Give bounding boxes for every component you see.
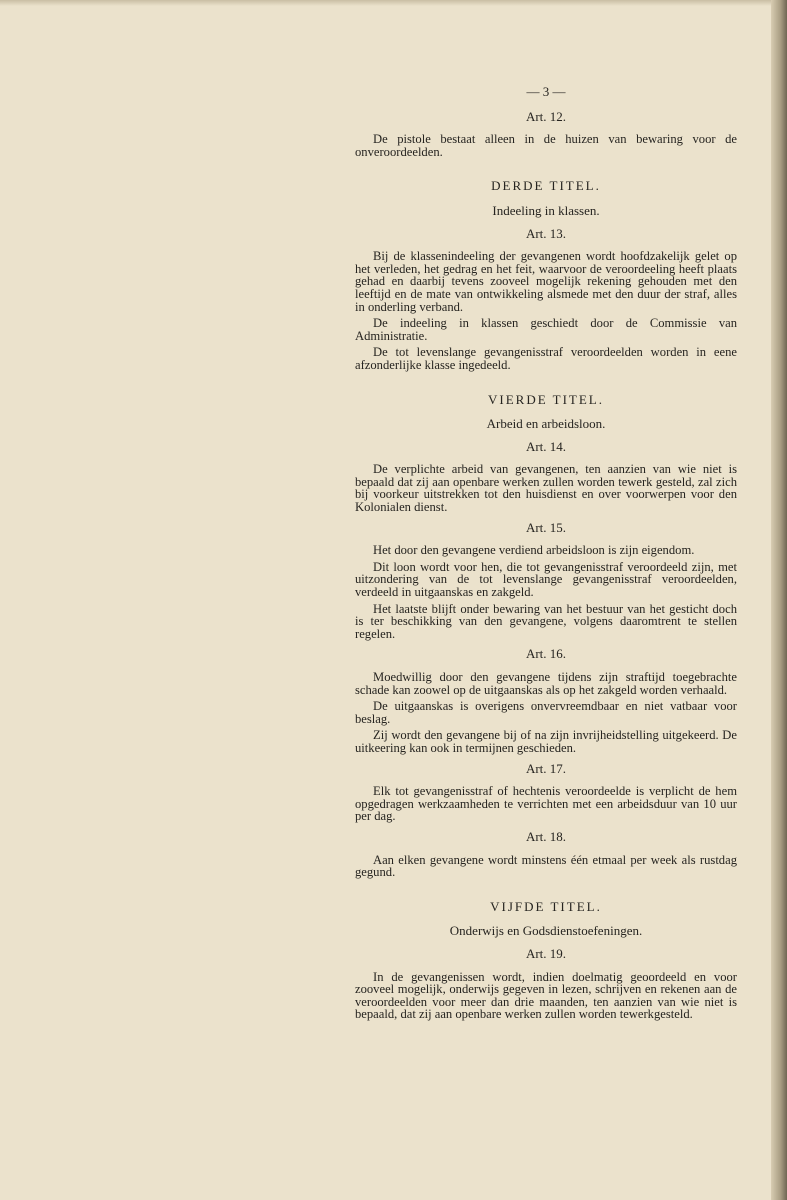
article-heading: Art. 19.: [525, 945, 567, 961]
paragraph: Moedwillig door den gevangene tijdens zijn straftijd toegebrachte schade kan zoowel op de uitgaanskas als op het zakgeld worden verhaald.: [355, 670, 737, 697]
article-heading: Art. 17.: [525, 760, 567, 776]
paragraph: Zij wordt den gevangene bij of na zijn invrijheidstelling uitgekeerd. De uitkeering kan ook in termijnen geschieden.: [355, 728, 737, 755]
article-heading: Art. 18.: [525, 828, 567, 844]
section-subtitle: Onderwijs en Godsdienstoefeningen.: [449, 923, 643, 939]
paragraph: Aan elken gevangene wordt minstens één etmaal per week als rustdag gegund.: [355, 852, 737, 880]
article-heading: Art. 16.: [525, 646, 567, 662]
content-blocks: [355, 108, 737, 1022]
section-title: VIERDE TITEL.: [487, 391, 605, 407]
text-column: [355, 86, 737, 1025]
paragraph: De indeeling in klassen geschiedt door de Commissie van Administratie.: [355, 316, 737, 343]
section-title: VIJFDE TITEL.: [490, 898, 602, 914]
paragraph: De uitgaanskas is overigens onvervreemdbaar en niet vatbaar voor beslag.: [355, 699, 737, 726]
paragraph: Bij de klassenindeeling der gevangenen wordt hoofdzakelijk gelet op het verleden, het gedrag en het feit, waarvoor de veroordeeling heeft plaats gehad en daarbij tevens zooveel mogelijk rekening gehouden met den leeftijd en de mate van ontwikkeling alsmede met den duur der straf, alles in onderling verband.: [355, 249, 737, 314]
paragraph: Het laatste blijft onder bewaring van het bestuur van het gesticht doch is ter beschikking van den gevangene, volgens daaromtrent te stellen regelen.: [355, 601, 737, 641]
article-heading: Art. 12.: [525, 108, 567, 124]
page-top-edge: [0, 0, 787, 6]
paragraph: Dit loon wordt voor hen, die tot gevangenisstraf veroordeeld zijn, met uitzondering van de tot levenslange gevangenisstraf veroordeelden, verdeeld in uitgaanskas en zakgeld.: [355, 559, 737, 600]
page-number: — 3 —: [526, 84, 566, 99]
article-heading: Art. 15.: [525, 519, 567, 535]
page-right-edge: [771, 0, 787, 1200]
paragraph: De tot levenslange gevangenisstraf veroordeelden worden in eene afzonderlijke klasse ingedeeld.: [355, 345, 737, 372]
paragraph: De verplichte arbeid van gevangenen, ten aanzien van wie niet is bepaald dat zij aan openbare werken zullen worden tewerk gesteld, zal zich bij voorkeur uitstrekken tot den huisdienst en over voorwerpen voor den Kolonialen dienst.: [355, 462, 737, 515]
section-subtitle: Arbeid en arbeidsloon.: [486, 416, 606, 432]
paragraph: Elk tot gevangenisstraf of hechtenis veroordeelde is verplicht de hem opgedragen werkzaamheden te verrichten met een arbeidsduur van 10 uur per dag.: [355, 784, 737, 824]
article-heading: Art. 13.: [525, 225, 567, 241]
section-title: DERDE TITEL.: [491, 178, 601, 194]
paragraph: In de gevangenissen wordt, indien doelmatig geoordeeld en voor zooveel mogelijk, onderwijs gegeven in lezen, schrijven en rekenen aan de veroordeelden voor meer dan drie maanden, ten aanzien van wie niet is bepaald, dat zij aan openbare werken zullen worden tewerkgesteld.: [355, 969, 737, 1022]
article-heading: Art. 14.: [525, 438, 567, 454]
section-subtitle: Indeeling in klassen.: [492, 202, 600, 218]
paragraph: De pistole bestaat alleen in de huizen van bewaring voor de onveroordeelden.: [355, 132, 737, 159]
paragraph: Het door den gevangene verdiend arbeidsloon is zijn eigendom.: [373, 543, 695, 558]
